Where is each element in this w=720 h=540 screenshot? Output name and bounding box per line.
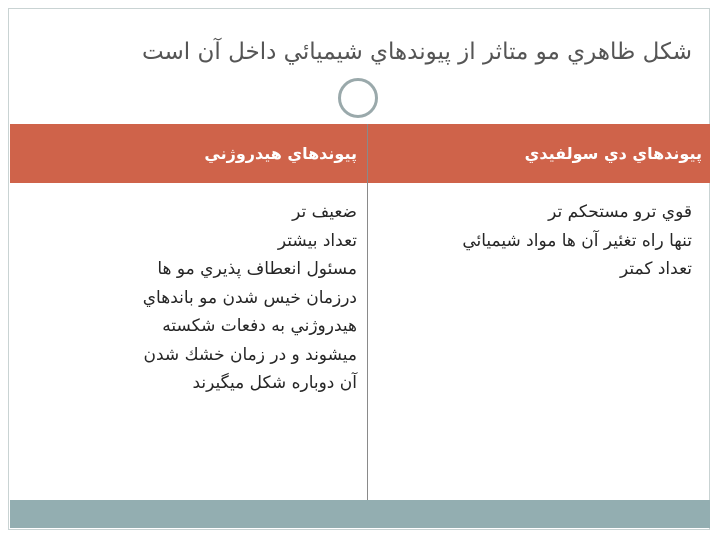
list-item: ميشوند و در زمان خشك شدن bbox=[143, 344, 357, 365]
list-item: ضعيف تر bbox=[292, 202, 357, 222]
list-item: تعداد بيشتر bbox=[277, 230, 357, 251]
header-disulfide-bonds: پيوندهاي دي سولفيدي bbox=[524, 144, 702, 163]
list-item: قوي ترو مستحكم تر bbox=[548, 202, 692, 222]
list-item: آن دوباره شكل ميگيرند bbox=[192, 373, 357, 393]
list-item: تعداد كمتر bbox=[620, 259, 692, 279]
table-header-band bbox=[10, 124, 710, 183]
hydrogen-column bbox=[60, 198, 357, 398]
list-item: هيدروژني به دفعات شكسته bbox=[162, 316, 357, 336]
disulfide-column bbox=[382, 198, 692, 284]
list-item: تنها راه تغئير آن ها مواد شيميائي bbox=[462, 230, 692, 251]
slide-title: شكل ظاهري مو متاثر از پيوندهاي شيميائي داخل آن است bbox=[141, 39, 692, 65]
column-divider bbox=[367, 124, 368, 500]
header-hydrogen-bonds: پيوندهاي هيدروژني bbox=[204, 144, 357, 163]
list-item: مسئول انعطاف پذيري مو ها bbox=[157, 259, 357, 279]
footer-band bbox=[10, 500, 710, 528]
circle-ornament-icon bbox=[338, 78, 378, 118]
list-item: درزمان خيس شدن مو باندهاي bbox=[142, 287, 357, 308]
